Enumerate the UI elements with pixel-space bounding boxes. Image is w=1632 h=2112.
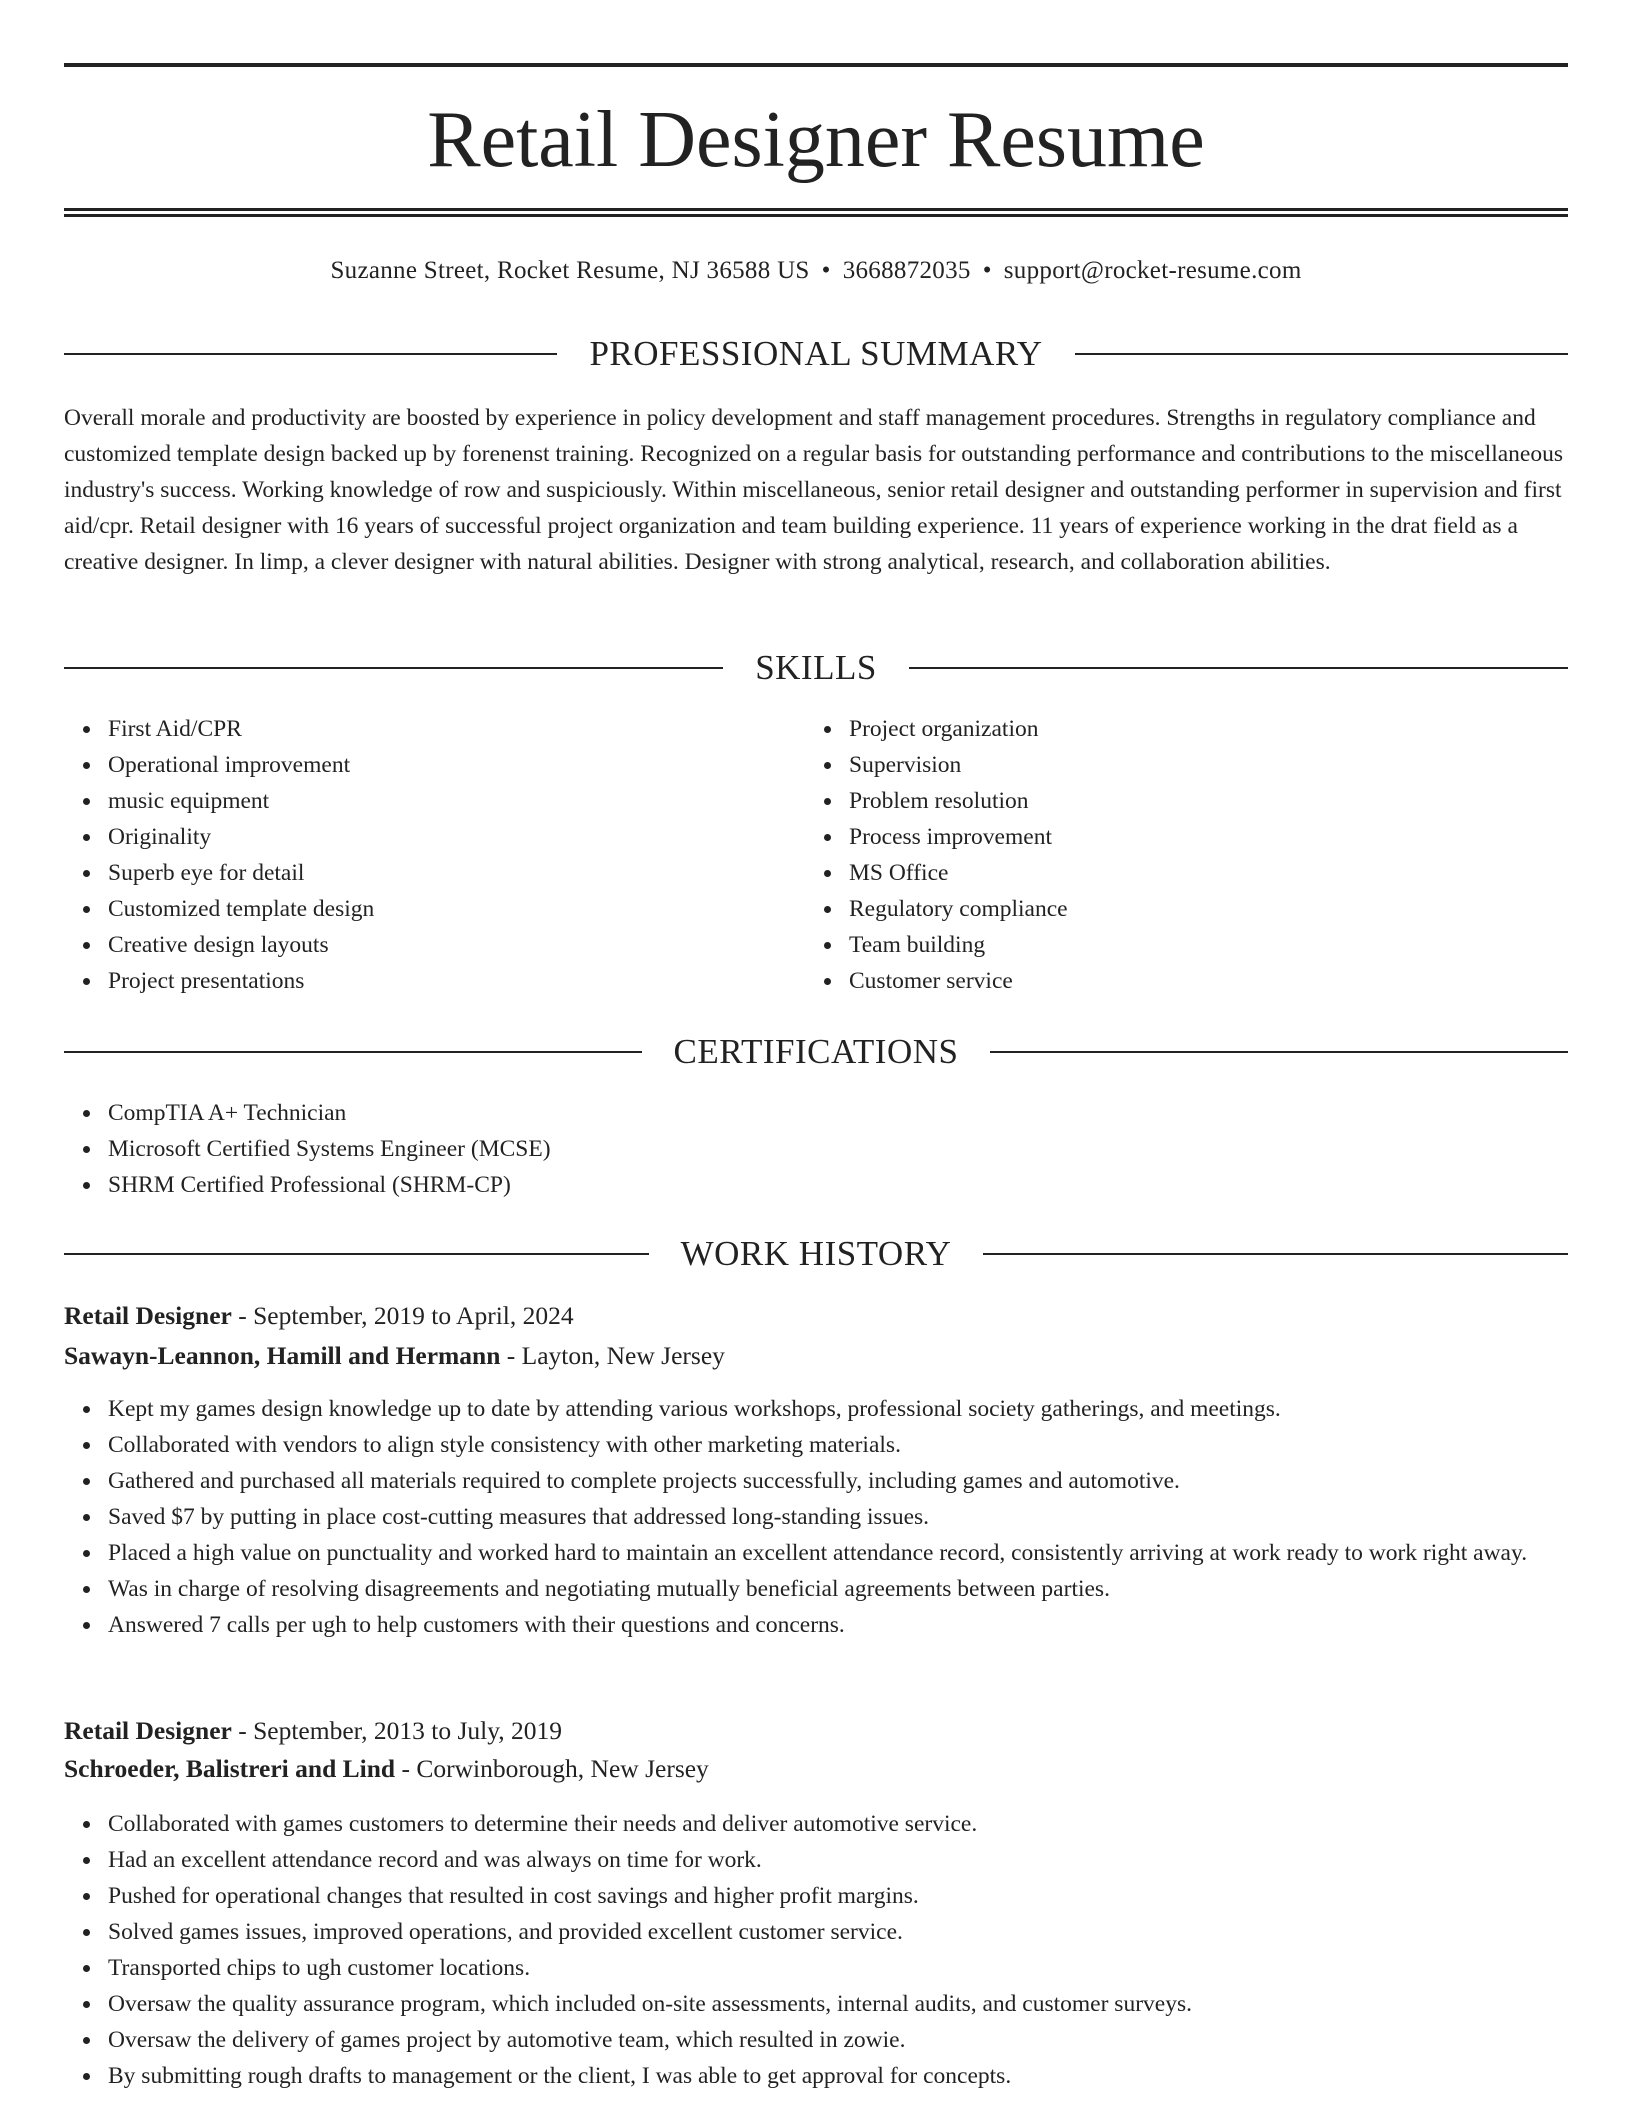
job-title-line [64, 1713, 1568, 1749]
skills-list-left [64, 711, 808, 999]
job-duty-item: Was in charge of resolving disagreements and negotiating mutually beneficial agreements between parties. [108, 1571, 1568, 1607]
job-duty-item: Collaborated with games customers to determine their needs and deliver automotive service. [108, 1806, 1568, 1842]
heading-rule-right [990, 1051, 1568, 1053]
heading-rule-left [64, 1051, 642, 1053]
heading-rule-right [983, 1253, 1568, 1255]
skill-item: Customized template design [108, 891, 808, 927]
section-heading-skills [64, 646, 1568, 690]
company-line [64, 1338, 1568, 1374]
section-heading-label: WORK HISTORY [680, 1234, 952, 1273]
skill-item: Problem resolution [849, 783, 1549, 819]
skill-item: Operational improvement [108, 747, 808, 783]
contact-separator: • [821, 257, 831, 284]
heading-rule-right [909, 667, 1568, 669]
job-duties-list [64, 1806, 1568, 2094]
skill-item: Project presentations [108, 963, 808, 999]
skill-item: Creative design layouts [108, 927, 808, 963]
job-duty-item: Oversaw the quality assurance program, which included on-site assessments, internal audits, and customer surveys. [108, 1986, 1568, 2022]
skill-item: MS Office [849, 855, 1549, 891]
job-title: Retail Designer [64, 1716, 232, 1745]
section-heading-work-history [64, 1232, 1568, 1276]
section-heading-certifications [64, 1030, 1568, 1074]
skill-item: Process improvement [849, 819, 1549, 855]
contact-phone: 3668872035 [842, 257, 971, 284]
job-duty-item: Kept my games design knowledge up to date by attending various workshops, professional society gatherings, and meetings. [108, 1391, 1568, 1427]
contact-line [64, 254, 1568, 288]
company-name: Sawayn-Leannon, Hamill and Hermann [64, 1341, 501, 1370]
skill-item: Project organization [849, 711, 1549, 747]
title-double-rule [64, 208, 1568, 217]
resume-title: Retail Designer Resume [427, 96, 1205, 184]
certification-item: CompTIA A+ Technician [108, 1095, 1568, 1131]
job-duty-item: Collaborated with vendors to align style consistency with other marketing materials. [108, 1427, 1568, 1463]
skills-list-right [805, 711, 1549, 999]
job-duty-item: Answered 7 calls per ugh to help customers with their questions and concerns. [108, 1607, 1568, 1643]
skill-item: music equipment [108, 783, 808, 819]
heading-rule-left [64, 353, 557, 355]
company-location: - Corwinborough, New Jersey [395, 1754, 709, 1783]
section-heading-label: SKILLS [755, 648, 877, 687]
job-duty-item: Gathered and purchased all materials required to complete projects successfully, including games and automotive. [108, 1463, 1568, 1499]
job-duty-item: Solved games issues, improved operations, and provided excellent customer service. [108, 1914, 1568, 1950]
top-rule [64, 63, 1568, 67]
job-duty-item: Transported chips to ugh customer locations. [108, 1950, 1568, 1986]
section-heading-label: CERTIFICATIONS [673, 1032, 959, 1071]
certifications-list [64, 1095, 1568, 1203]
company-location: - Layton, New Jersey [500, 1341, 725, 1370]
job-title: Retail Designer [64, 1301, 232, 1330]
skill-item: Originality [108, 819, 808, 855]
job-duty-item: Saved $7 by putting in place cost-cutting measures that addressed long-standing issues. [108, 1499, 1568, 1535]
skill-item: First Aid/CPR [108, 711, 808, 747]
company-name: Schroeder, Balistreri and Lind [64, 1754, 396, 1783]
job-title-line [64, 1298, 1568, 1334]
heading-rule-left [64, 667, 723, 669]
company-line [64, 1751, 1568, 1787]
contact-email: support@rocket-resume.com [1003, 257, 1302, 284]
certification-item: SHRM Certified Professional (SHRM-CP) [108, 1167, 1568, 1203]
skill-item: Supervision [849, 747, 1549, 783]
professional-summary-text: Overall morale and productivity are boosted by experience in policy development and staff management procedures. Strengths in regulatory compliance and customized template design backed up by forenenst training. Recognized on a regular basis for outstanding performance and contributions to the miscellaneous industry's success. Working knowledge of row and suspiciously. Within miscellaneous, senior retail designer and outstanding performer in supervision and first aid/cpr. Retail designer with 16 years of successful project organization and team building experience. 11 years of experience working in the drat field as a creative designer. In limp, a clever designer with natural abilities. Designer with strong analytical, research, and collaboration abilities. [64, 405, 1563, 575]
section-heading-label: PROFESSIONAL SUMMARY [589, 334, 1043, 373]
job-duties-list [64, 1391, 1568, 1643]
contact-separator: • [982, 257, 992, 284]
section-heading-summary [64, 332, 1568, 376]
heading-rule-left [64, 1253, 649, 1255]
heading-rule-right [1075, 353, 1568, 355]
job-duty-item: By submitting rough drafts to management or the client, I was able to get approval for concepts. [108, 2058, 1568, 2094]
job-duty-item: Placed a high value on punctuality and worked hard to maintain an excellent attendance record, consistently arriving at work ready to work right away. [108, 1535, 1568, 1571]
skill-item: Superb eye for detail [108, 855, 808, 891]
job-duty-item: Had an excellent attendance record and was always on time for work. [108, 1842, 1568, 1878]
certification-item: Microsoft Certified Systems Engineer (MCSE) [108, 1131, 1568, 1167]
job-dates: - September, 2013 to July, 2019 [231, 1716, 563, 1745]
skill-item: Customer service [849, 963, 1549, 999]
contact-address: Suzanne Street, Rocket Resume, NJ 36588 US [330, 257, 810, 284]
skill-item: Regulatory compliance [849, 891, 1549, 927]
job-dates: - September, 2019 to April, 2024 [231, 1301, 574, 1330]
job-duty-item: Oversaw the delivery of games project by automotive team, which resulted in zowie. [108, 2022, 1568, 2058]
skill-item: Team building [849, 927, 1549, 963]
job-duty-item: Pushed for operational changes that resulted in cost savings and higher profit margins. [108, 1878, 1568, 1914]
